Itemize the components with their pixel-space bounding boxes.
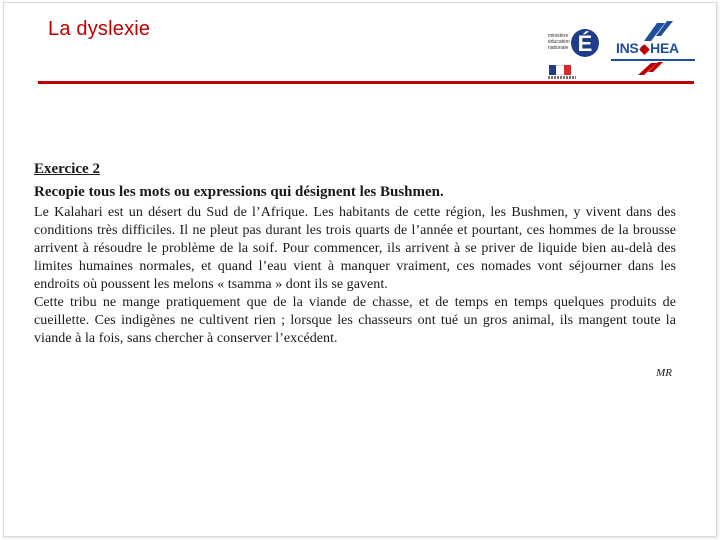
slide: [3, 2, 717, 537]
scanned-exercise: [34, 160, 676, 379]
ministry-logo: [547, 21, 603, 79]
ministry-emblem-icon: É: [571, 29, 599, 57]
exercise-title: Exercice 2: [34, 161, 100, 177]
ministry-logo-text: ministère éducation nationale: [548, 33, 570, 51]
exercise-paragraph: Cette tribu ne mange pratiquement que de la viande de chasse, et de temps en temps quelques produits de cueillette. Ces indigènes ne cultivent rien ; lorsque les chasseurs ont tué un gros animal, ils mangent toute la viande à la fois, sans chercher à conserver l’excédent.: [34, 295, 676, 346]
inshea-logo: [611, 21, 695, 75]
author-initials: MR: [656, 367, 672, 379]
slide-title: La dyslexie: [48, 18, 151, 40]
title-divider: [38, 81, 694, 84]
exercise-instruction: Recopie tous les mots ou expressions qui désignent les Bushmen.: [34, 184, 444, 200]
french-flag-icon: [549, 65, 571, 75]
inshea-underline: [611, 59, 695, 61]
republique-francaise-mark: [548, 76, 576, 79]
inshea-wordmark: INS◆HEA: [616, 40, 679, 56]
exercise-paragraph: Le Kalahari est un désert du Sud de l’Afrique. Les habitants de cette région, les Bushmen, y vivent dans des conditions très difficiles. Il ne pleut pas durant les trois quarts de l’année et pourtant, ces hommes de la brousse arrivent à résoudre le problème de la soif. Pour commencer, ils arrivent à se priver de liquide bien au-delà des limites humaines normales, et quand l’eau vient à manquer vraiment, ces nomades vont séjourner dans les endroits où poussent les melons « tsamma » dont ils se gavent.: [34, 205, 676, 292]
